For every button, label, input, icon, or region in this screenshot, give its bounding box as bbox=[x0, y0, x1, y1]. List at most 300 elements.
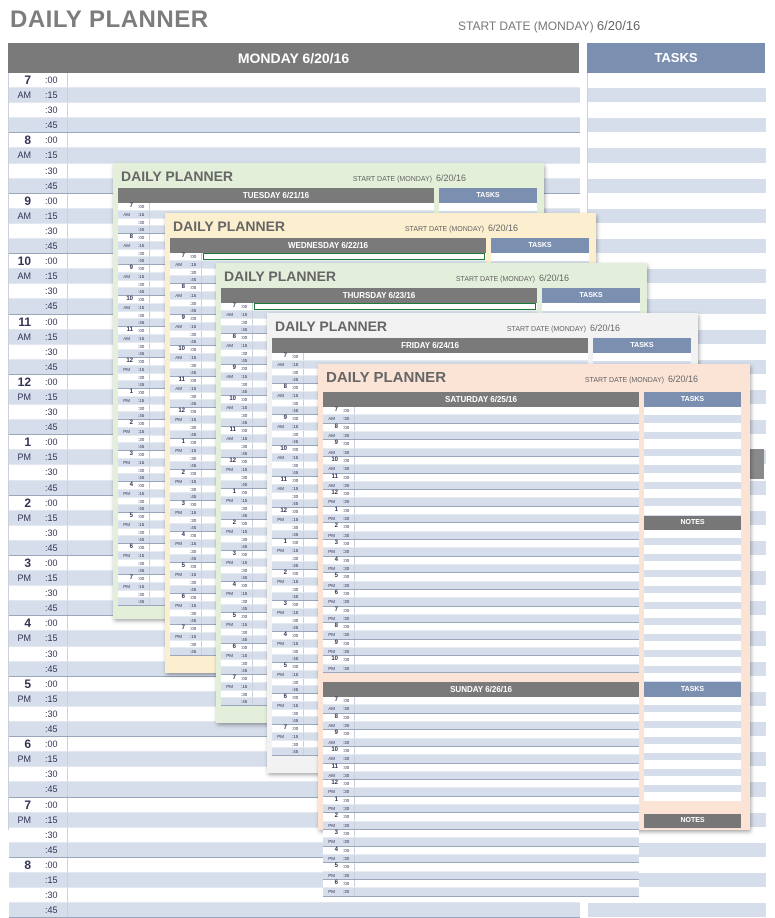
sheet-ampm-label: AM bbox=[123, 304, 130, 310]
minute-label: :30 bbox=[45, 527, 58, 538]
sheet-ampm-label: PM bbox=[175, 602, 182, 608]
row-divider bbox=[67, 782, 68, 796]
sheet-minute-label: :45 bbox=[241, 389, 248, 395]
sheet-ampm-label: AM bbox=[226, 435, 233, 441]
notes-row[interactable] bbox=[644, 650, 741, 658]
sheet-row-divider bbox=[201, 455, 202, 462]
ampm-label: PM bbox=[17, 814, 31, 825]
sheet-time-row[interactable] bbox=[323, 440, 639, 448]
sheet-task-row[interactable] bbox=[644, 449, 741, 457]
sunday-ampm-label: PM bbox=[328, 789, 335, 795]
minute-label: :45 bbox=[45, 784, 58, 795]
sheet-tasks-header bbox=[439, 188, 537, 203]
sheet-minute-label: :45 bbox=[241, 575, 248, 581]
sheet-minute-label: :45 bbox=[138, 537, 145, 543]
sheet-minute-label: :30 bbox=[292, 400, 299, 406]
sunday-task-row[interactable] bbox=[644, 777, 741, 785]
sheet-minute-label: :30 bbox=[343, 549, 350, 555]
notes-row[interactable] bbox=[644, 530, 741, 538]
sunday-task-row[interactable] bbox=[644, 729, 741, 737]
sheet-row-divider bbox=[303, 710, 304, 717]
sheet-hour-label: 7 bbox=[283, 353, 287, 359]
sunday-time-row[interactable] bbox=[323, 697, 639, 705]
sheet-task-row[interactable] bbox=[644, 498, 741, 506]
sheet-day-header bbox=[118, 188, 434, 203]
sheet-minute-label: :00 bbox=[190, 502, 197, 507]
sheet-row-divider bbox=[149, 490, 150, 497]
sheet-row-divider bbox=[354, 432, 355, 439]
sheet-minute-label: :30 bbox=[138, 591, 145, 597]
sunday-minute-label: :30 bbox=[343, 822, 350, 828]
sheet-time-row[interactable] bbox=[118, 203, 434, 211]
sheet-row-divider bbox=[149, 343, 150, 350]
sheet-row-divider bbox=[149, 381, 150, 388]
sheet-minute-label: :30 bbox=[343, 449, 350, 455]
sheet-time-row[interactable] bbox=[323, 598, 639, 606]
sunday-task-row[interactable] bbox=[644, 769, 741, 777]
sheet-row-divider bbox=[354, 515, 355, 522]
sheet-row-divider bbox=[201, 594, 202, 601]
sheet-minute-label: :30 bbox=[241, 505, 248, 511]
sunday-row-divider bbox=[354, 880, 355, 887]
minute-label: :15 bbox=[45, 391, 58, 402]
sunday-task-row[interactable] bbox=[644, 721, 741, 729]
sunday-hour-label: 10 bbox=[331, 746, 338, 753]
sheet-row-divider bbox=[201, 617, 202, 624]
minute-label: :30 bbox=[45, 286, 58, 297]
sheet-time-row[interactable] bbox=[323, 457, 639, 465]
sheet-ampm-label: AM bbox=[328, 449, 335, 455]
notes-row[interactable] bbox=[644, 538, 741, 546]
time-slot-row[interactable] bbox=[9, 903, 580, 918]
row-divider bbox=[67, 450, 68, 464]
sheet-ampm-label: PM bbox=[328, 532, 335, 538]
sheet-minute-label: :00 bbox=[241, 304, 248, 309]
row-divider bbox=[67, 375, 68, 389]
notes-row[interactable] bbox=[644, 554, 741, 562]
sheet-ampm-label: PM bbox=[277, 578, 284, 584]
sheet-minute-label: :45 bbox=[292, 501, 299, 507]
sunday-time-row[interactable] bbox=[323, 788, 639, 796]
sheet-minute-label: :15 bbox=[292, 516, 299, 522]
task-row[interactable] bbox=[588, 179, 766, 194]
selected-cell[interactable] bbox=[203, 253, 485, 260]
row-divider bbox=[67, 239, 68, 253]
task-row[interactable] bbox=[588, 903, 766, 918]
sunday-time-row[interactable] bbox=[323, 755, 639, 763]
sheet-minute-label: :15 bbox=[241, 435, 248, 441]
sheet-time-row[interactable] bbox=[272, 353, 588, 361]
sheet-minute-label: :30 bbox=[190, 300, 197, 306]
sheet-time-row[interactable] bbox=[323, 449, 639, 457]
hour-label: 5 bbox=[24, 676, 31, 691]
sunday-task-row[interactable] bbox=[644, 753, 741, 761]
sheet-task-row[interactable] bbox=[542, 303, 640, 311]
sheet-task-row[interactable] bbox=[644, 482, 741, 490]
sunday-time-row[interactable] bbox=[323, 780, 639, 788]
sunday-time-row[interactable] bbox=[323, 705, 639, 713]
row-divider bbox=[67, 390, 68, 404]
sheet-row-divider bbox=[303, 725, 304, 732]
sheet-row-divider bbox=[201, 354, 202, 361]
sheet-row-divider bbox=[252, 497, 253, 504]
sunday-row-divider bbox=[354, 797, 355, 804]
sheet-minute-label: :00 bbox=[241, 645, 248, 650]
row-divider bbox=[67, 873, 68, 887]
sheet-hour-label: 7 bbox=[334, 407, 338, 413]
sheet-row-divider bbox=[252, 303, 253, 310]
sheet-row-divider bbox=[201, 307, 202, 314]
sheet-row-divider bbox=[252, 536, 253, 543]
start-date bbox=[458, 18, 640, 33]
sheet-row-divider bbox=[303, 431, 304, 438]
sheet-minute-label: :15 bbox=[138, 397, 145, 403]
time-slot-row[interactable] bbox=[9, 118, 580, 133]
sheet-row-divider bbox=[149, 358, 150, 365]
time-slot-row[interactable] bbox=[9, 133, 580, 148]
sheet-row-divider bbox=[354, 590, 355, 597]
row-divider bbox=[67, 465, 68, 479]
sheet-task-row[interactable] bbox=[644, 507, 741, 515]
sheet-row-divider bbox=[201, 633, 202, 640]
sheet-time-row[interactable] bbox=[323, 640, 639, 648]
sheet-ampm-label: PM bbox=[123, 552, 130, 558]
sheet-row-divider bbox=[149, 536, 150, 543]
sheet-time-row[interactable] bbox=[323, 623, 639, 631]
sheet-task-row[interactable] bbox=[439, 203, 537, 211]
sunday-time-row[interactable] bbox=[323, 822, 639, 830]
sunday-time-row[interactable] bbox=[323, 880, 639, 888]
sunday-task-row[interactable] bbox=[644, 785, 741, 793]
notes-row[interactable] bbox=[644, 666, 741, 674]
sheet-time-row[interactable] bbox=[323, 415, 639, 423]
sheet-row-divider bbox=[252, 474, 253, 481]
notes-row[interactable] bbox=[644, 562, 741, 570]
sheet-minute-label: :00 bbox=[241, 428, 248, 433]
sheet-hour-label: 10 bbox=[331, 456, 338, 463]
sunday-time-row[interactable] bbox=[323, 872, 639, 880]
sunday-time-row[interactable] bbox=[323, 739, 639, 747]
task-row[interactable] bbox=[588, 194, 766, 209]
sheet-minute-label: :45 bbox=[190, 463, 197, 469]
sheet-row-divider bbox=[303, 400, 304, 407]
sheet-task-row[interactable] bbox=[644, 490, 741, 498]
sheet-minute-label: :15 bbox=[292, 423, 299, 429]
sheet-minute-label: :45 bbox=[138, 568, 145, 574]
sheet-minute-label: :30 bbox=[138, 219, 145, 225]
sheet-minute-label: :00 bbox=[343, 624, 350, 630]
sunday-hour-label: 3 bbox=[334, 830, 338, 836]
notes-row[interactable] bbox=[644, 586, 741, 594]
sheet-minute-label: :45 bbox=[292, 625, 299, 631]
sheet-ampm-label: PM bbox=[328, 615, 335, 621]
minute-label: :30 bbox=[45, 346, 58, 357]
task-row[interactable] bbox=[588, 148, 766, 163]
notes-row[interactable] bbox=[644, 610, 741, 618]
sunday-minute-label: :30 bbox=[343, 789, 350, 795]
sheet-row-divider bbox=[149, 544, 150, 551]
sheet-task-row[interactable] bbox=[644, 457, 741, 465]
minute-label: :45 bbox=[45, 482, 58, 493]
sheet-task-row[interactable] bbox=[644, 673, 741, 681]
sheet-time-row[interactable] bbox=[323, 557, 639, 565]
task-row[interactable] bbox=[588, 88, 766, 103]
sheet-row-divider bbox=[201, 470, 202, 477]
sheet-time-row[interactable] bbox=[323, 407, 639, 415]
sheet-time-row[interactable] bbox=[323, 474, 639, 482]
sunday-minute-label: :30 bbox=[343, 722, 350, 728]
sheet-minute-label: :15 bbox=[190, 292, 197, 298]
sunday-task-row[interactable] bbox=[644, 745, 741, 753]
sheet-minute-label: :30 bbox=[138, 343, 145, 349]
selected-cell[interactable] bbox=[254, 303, 536, 310]
sunday-time-row[interactable] bbox=[323, 772, 639, 780]
sheet-ampm-label: PM bbox=[277, 702, 284, 708]
sunday-task-row[interactable] bbox=[644, 737, 741, 745]
task-row[interactable] bbox=[588, 209, 766, 224]
row-divider bbox=[67, 284, 68, 298]
sheet-ampm-label: AM bbox=[123, 211, 130, 217]
sunday-time-row[interactable] bbox=[323, 838, 639, 846]
sheet-minute-label: :00 bbox=[138, 390, 145, 395]
sheet-day-header bbox=[170, 238, 486, 253]
sunday-task-row[interactable] bbox=[644, 705, 741, 713]
sunday-time-row[interactable] bbox=[323, 813, 639, 821]
sheet-task-row[interactable] bbox=[644, 407, 741, 415]
sheet-minute-label: :00 bbox=[343, 424, 350, 430]
sheet-row-divider bbox=[149, 312, 150, 319]
sunday-time-row[interactable] bbox=[323, 855, 639, 863]
sheet-hour-label: 12 bbox=[178, 408, 185, 414]
sheet-ampm-label: PM bbox=[175, 633, 182, 639]
notes-row[interactable] bbox=[644, 546, 741, 554]
sheet-time-row[interactable] bbox=[323, 615, 639, 623]
sheet-hour-label: 3 bbox=[283, 601, 287, 607]
sheet-task-row[interactable] bbox=[593, 353, 691, 361]
notes-row[interactable] bbox=[644, 642, 741, 650]
sheet-time-row[interactable] bbox=[221, 303, 537, 311]
sheet-hour-label: 12 bbox=[229, 458, 236, 464]
sheet-time-row[interactable] bbox=[323, 656, 639, 664]
sheet-ampm-label: PM bbox=[123, 397, 130, 403]
sheet-minute-label: :30 bbox=[138, 436, 145, 442]
sheet-time-row[interactable] bbox=[323, 507, 639, 515]
sheet-row-divider bbox=[149, 288, 150, 295]
sheet-time-row[interactable] bbox=[323, 607, 639, 615]
minute-label: :45 bbox=[45, 120, 58, 131]
time-slot-row[interactable] bbox=[9, 148, 580, 163]
minute-label: :00 bbox=[45, 75, 58, 85]
sheet-minute-label: :30 bbox=[241, 598, 248, 604]
sheet-ampm-label: PM bbox=[328, 565, 335, 571]
task-row[interactable] bbox=[588, 73, 766, 88]
row-divider bbox=[67, 631, 68, 645]
notes-row[interactable] bbox=[644, 602, 741, 610]
sheet-time-row[interactable] bbox=[323, 665, 639, 673]
sheet-minute-label: :30 bbox=[343, 499, 350, 505]
sheet-time-row[interactable] bbox=[323, 432, 639, 440]
sheet-tasks-header bbox=[644, 392, 741, 407]
sheet-ampm-label: PM bbox=[226, 590, 233, 596]
hour-label: 7 bbox=[24, 797, 31, 812]
sheet-time-row[interactable] bbox=[323, 565, 639, 573]
sheet-ampm-label: AM bbox=[123, 335, 130, 341]
sheet-time-row[interactable] bbox=[323, 482, 639, 490]
sheet-time-row[interactable] bbox=[323, 523, 639, 531]
sheet-minute-label: :00 bbox=[190, 316, 197, 321]
sheet-task-row[interactable] bbox=[644, 432, 741, 440]
hour-label: 1 bbox=[24, 435, 31, 450]
sunday-time-row[interactable] bbox=[323, 714, 639, 722]
sunday-time-row[interactable] bbox=[323, 722, 639, 730]
sunday-time-row[interactable] bbox=[323, 830, 639, 838]
sheet-row-divider bbox=[201, 462, 202, 469]
sheet-row-divider bbox=[303, 500, 304, 507]
sheet-row-divider bbox=[201, 323, 202, 330]
sheet-row-divider bbox=[354, 665, 355, 672]
sheet-task-row[interactable] bbox=[644, 465, 741, 473]
sheet-minute-label: :45 bbox=[190, 339, 197, 345]
sheet-row-divider bbox=[252, 412, 253, 419]
sheet-minute-label: :15 bbox=[292, 671, 299, 677]
sunday-time-row[interactable] bbox=[323, 888, 639, 896]
task-row[interactable] bbox=[588, 224, 766, 239]
sheet-minute-label: :00 bbox=[190, 471, 197, 476]
time-slot-row[interactable] bbox=[9, 73, 580, 88]
sunday-time-row[interactable] bbox=[323, 863, 639, 871]
sunday-time-row[interactable] bbox=[323, 847, 639, 855]
notes-row[interactable] bbox=[644, 618, 741, 626]
sheet-time-row[interactable] bbox=[323, 498, 639, 506]
sheet-time-row[interactable] bbox=[323, 590, 639, 598]
row-divider bbox=[67, 269, 68, 283]
sheet-time-row[interactable] bbox=[323, 582, 639, 590]
sheet-minute-label: :00 bbox=[343, 541, 350, 546]
sunday-time-row[interactable] bbox=[323, 797, 639, 805]
sheet-hour-label: 7 bbox=[181, 625, 185, 631]
sheet-time-row[interactable] bbox=[323, 648, 639, 656]
sheet-row-divider bbox=[201, 284, 202, 291]
notes-row[interactable] bbox=[644, 570, 741, 578]
sheet-row-divider bbox=[354, 607, 355, 614]
row-divider bbox=[67, 647, 68, 661]
row-divider bbox=[67, 767, 68, 781]
sheet-row-divider bbox=[201, 385, 202, 392]
row-divider bbox=[67, 813, 68, 827]
notes-row[interactable] bbox=[644, 626, 741, 634]
row-divider bbox=[67, 903, 68, 917]
sheet-hour-label: 5 bbox=[334, 573, 338, 580]
row-divider bbox=[67, 722, 68, 736]
task-row[interactable] bbox=[588, 239, 766, 254]
sheet-minute-label: :00 bbox=[343, 408, 350, 413]
sheet-minute-label: :30 bbox=[241, 381, 248, 387]
sheet-hour-label: 11 bbox=[331, 473, 338, 480]
sheet-hour-label: 5 bbox=[232, 613, 236, 619]
sheet-row-divider bbox=[149, 327, 150, 334]
planner-sheet[interactable] bbox=[318, 364, 750, 895]
sheet-hour-label: 8 bbox=[334, 423, 338, 430]
ampm-label: PM bbox=[17, 452, 31, 463]
sheet-time-row[interactable] bbox=[170, 253, 486, 261]
time-slot-row[interactable] bbox=[9, 88, 580, 103]
sheet-row-divider bbox=[252, 443, 253, 450]
notes-row[interactable] bbox=[644, 594, 741, 602]
sheet-minute-label: :15 bbox=[241, 652, 248, 658]
sheet-minute-label: :15 bbox=[292, 547, 299, 553]
task-row[interactable] bbox=[588, 164, 766, 179]
sunday-task-row[interactable] bbox=[644, 713, 741, 721]
sheet-row-divider bbox=[201, 501, 202, 508]
sunday-ampm-label: PM bbox=[328, 822, 335, 828]
sheet-time-row[interactable] bbox=[323, 573, 639, 581]
scrollbar-thumb[interactable] bbox=[749, 449, 764, 479]
task-row[interactable] bbox=[588, 133, 766, 148]
sunday-minute-label: :30 bbox=[343, 855, 350, 861]
sheet-row-divider bbox=[354, 648, 355, 655]
minute-label: :45 bbox=[45, 844, 58, 855]
sheet-task-row[interactable] bbox=[644, 440, 741, 448]
notes-row[interactable] bbox=[644, 578, 741, 586]
sheet-row-divider bbox=[201, 625, 202, 632]
sheet-row-divider bbox=[201, 579, 202, 586]
sheet-row-divider bbox=[354, 440, 355, 447]
notes-row[interactable] bbox=[644, 634, 741, 642]
sunday-task-row[interactable] bbox=[644, 793, 741, 801]
sheet-time-row[interactable] bbox=[323, 490, 639, 498]
notes-row[interactable] bbox=[644, 658, 741, 666]
sheet-time-row[interactable] bbox=[323, 465, 639, 473]
minute-label: :30 bbox=[45, 708, 58, 719]
sheet-row-divider bbox=[303, 477, 304, 484]
sheet-task-row[interactable] bbox=[644, 474, 741, 482]
sheet-hour-label: 8 bbox=[181, 284, 185, 290]
sheet-ampm-label: AM bbox=[175, 292, 182, 298]
sheet-task-row[interactable] bbox=[491, 253, 589, 261]
sheet-time-row[interactable] bbox=[323, 515, 639, 523]
time-slot-row[interactable] bbox=[9, 103, 580, 118]
sheet-task-row[interactable] bbox=[644, 415, 741, 423]
sunday-time-row[interactable] bbox=[323, 730, 639, 738]
row-divider bbox=[67, 511, 68, 525]
tasks-header bbox=[587, 43, 765, 73]
sheet-task-row[interactable] bbox=[644, 424, 741, 432]
sheet-ampm-label: PM bbox=[123, 459, 130, 465]
sheet-time-row[interactable] bbox=[323, 540, 639, 548]
sheet-row-divider bbox=[303, 446, 304, 453]
sunday-task-row[interactable] bbox=[644, 697, 741, 705]
sheet-time-row[interactable] bbox=[323, 424, 639, 432]
sunday-task-row[interactable] bbox=[644, 761, 741, 769]
sheet-minute-label: :15 bbox=[138, 490, 145, 496]
minute-label: :30 bbox=[45, 105, 58, 116]
sheet-row-divider bbox=[149, 389, 150, 396]
sunday-time-row[interactable] bbox=[323, 747, 639, 755]
task-row[interactable] bbox=[588, 118, 766, 133]
sheet-time-row[interactable] bbox=[323, 631, 639, 639]
sheet-time-row[interactable] bbox=[323, 548, 639, 556]
task-row[interactable] bbox=[588, 103, 766, 118]
sunday-time-row[interactable] bbox=[323, 764, 639, 772]
sunday-time-row[interactable] bbox=[323, 805, 639, 813]
sheet-minute-label: :15 bbox=[292, 578, 299, 584]
sheet-minute-label: :15 bbox=[138, 242, 145, 248]
sheet-hour-label: 7 bbox=[334, 606, 338, 613]
row-divider bbox=[67, 737, 68, 751]
sheet-minute-label: :45 bbox=[292, 377, 299, 383]
sheet-minute-label: :45 bbox=[138, 444, 145, 450]
sheet-time-row[interactable] bbox=[323, 532, 639, 540]
